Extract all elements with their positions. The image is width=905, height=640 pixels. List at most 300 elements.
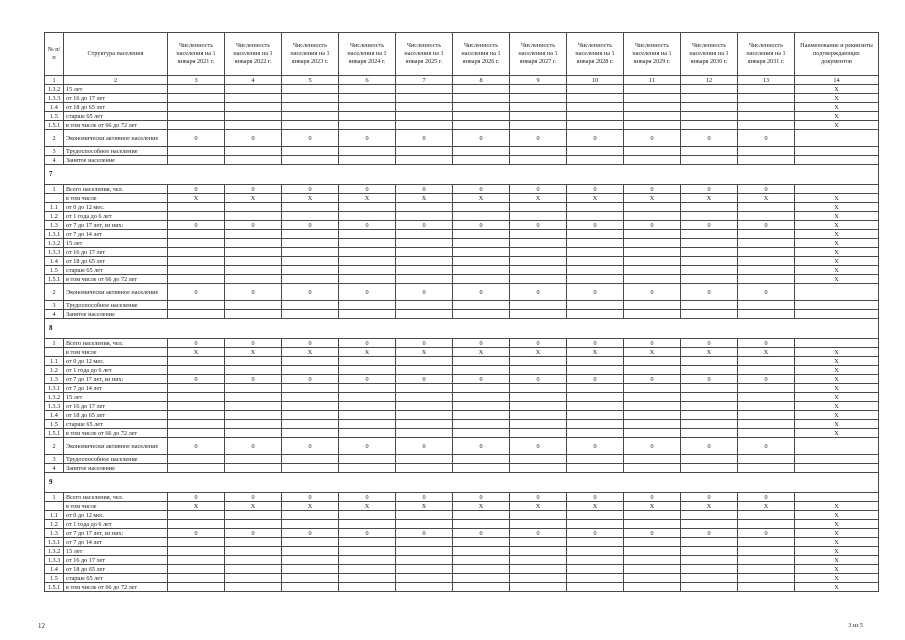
table-row xyxy=(45,103,879,112)
value-cell: X xyxy=(168,194,225,203)
value-cell xyxy=(396,212,453,221)
column-number-row xyxy=(45,76,879,85)
value-cell xyxy=(396,393,453,402)
value-cell xyxy=(282,301,339,310)
docs-cell: X xyxy=(795,121,879,130)
value-cell xyxy=(168,257,225,266)
value-cell xyxy=(339,402,396,411)
row-number: 1 xyxy=(45,185,64,194)
docs-cell xyxy=(795,284,879,301)
value-cell xyxy=(624,429,681,438)
value-cell xyxy=(168,384,225,393)
value-cell xyxy=(567,121,624,130)
value-cell: X xyxy=(510,502,567,511)
value-cell xyxy=(681,121,738,130)
value-cell xyxy=(396,121,453,130)
value-cell xyxy=(225,156,282,165)
header-year: Численность населения на 1 января 2023 г. xyxy=(282,33,339,76)
value-cell: 0 xyxy=(681,438,738,455)
value-cell xyxy=(225,239,282,248)
value-cell xyxy=(396,547,453,556)
docs-cell: X xyxy=(795,420,879,429)
docs-cell: X xyxy=(795,212,879,221)
value-cell xyxy=(396,574,453,583)
header-year: Численность населения на 1 января 2026 г. xyxy=(453,33,510,76)
row-number xyxy=(45,502,64,511)
row-label: Трудоспособное население xyxy=(64,301,168,310)
value-cell xyxy=(738,357,795,366)
value-cell: X xyxy=(225,348,282,357)
value-cell: 0 xyxy=(738,130,795,147)
value-cell xyxy=(396,464,453,473)
value-cell xyxy=(510,147,567,156)
value-cell: X xyxy=(453,348,510,357)
table-row xyxy=(45,574,879,583)
table-row xyxy=(45,339,879,348)
value-cell xyxy=(681,556,738,565)
row-label: 15 лет xyxy=(64,85,168,94)
value-cell xyxy=(282,310,339,319)
value-cell xyxy=(510,301,567,310)
value-cell xyxy=(225,310,282,319)
value-cell xyxy=(510,402,567,411)
value-cell: 0 xyxy=(225,284,282,301)
value-cell xyxy=(396,565,453,574)
value-cell xyxy=(624,310,681,319)
table-row xyxy=(45,301,879,310)
table-row xyxy=(45,384,879,393)
table-row xyxy=(45,464,879,473)
docs-cell xyxy=(795,130,879,147)
value-cell xyxy=(567,411,624,420)
value-cell xyxy=(681,103,738,112)
value-cell xyxy=(567,583,624,592)
row-number: 3 xyxy=(45,147,64,156)
value-cell xyxy=(681,212,738,221)
value-cell xyxy=(339,464,396,473)
value-cell: X xyxy=(339,348,396,357)
value-cell xyxy=(339,103,396,112)
value-cell: 0 xyxy=(624,375,681,384)
value-cell xyxy=(681,393,738,402)
value-cell xyxy=(681,402,738,411)
value-cell xyxy=(339,583,396,592)
value-cell xyxy=(567,257,624,266)
value-cell: X xyxy=(567,502,624,511)
value-cell xyxy=(225,266,282,275)
column-number: 2 xyxy=(64,76,168,85)
value-cell: 0 xyxy=(453,493,510,502)
docs-cell: X xyxy=(795,239,879,248)
value-cell xyxy=(624,511,681,520)
docs-cell: X xyxy=(795,357,879,366)
value-cell: X xyxy=(624,194,681,203)
value-cell xyxy=(567,366,624,375)
row-number: 1.3.1 xyxy=(45,538,64,547)
value-cell xyxy=(339,556,396,565)
value-cell xyxy=(225,230,282,239)
value-cell xyxy=(168,583,225,592)
value-cell xyxy=(453,420,510,429)
value-cell xyxy=(453,248,510,257)
value-cell xyxy=(681,301,738,310)
docs-cell: X xyxy=(795,402,879,411)
row-label: Занятое население xyxy=(64,310,168,319)
value-cell xyxy=(282,257,339,266)
value-cell xyxy=(567,239,624,248)
table-row xyxy=(45,402,879,411)
value-cell xyxy=(282,266,339,275)
row-label: Экономически активное население xyxy=(64,438,168,455)
row-number: 4 xyxy=(45,464,64,473)
value-cell: 0 xyxy=(453,529,510,538)
value-cell xyxy=(510,511,567,520)
value-cell xyxy=(510,239,567,248)
value-cell xyxy=(738,212,795,221)
docs-cell: X xyxy=(795,194,879,203)
value-cell xyxy=(738,266,795,275)
section-number: 8 xyxy=(45,319,879,339)
value-cell: 0 xyxy=(396,339,453,348)
value-cell xyxy=(510,310,567,319)
value-cell xyxy=(738,556,795,565)
value-cell xyxy=(567,147,624,156)
value-cell xyxy=(339,147,396,156)
section-number: 9 xyxy=(45,473,879,493)
value-cell xyxy=(738,455,795,464)
value-cell xyxy=(738,275,795,284)
docs-cell: X xyxy=(795,583,879,592)
row-label: Занятое население xyxy=(64,464,168,473)
value-cell xyxy=(453,310,510,319)
value-cell xyxy=(510,547,567,556)
value-cell xyxy=(510,393,567,402)
value-cell: 0 xyxy=(339,284,396,301)
table-row xyxy=(45,538,879,547)
row-number: 3 xyxy=(45,455,64,464)
value-cell: 0 xyxy=(567,493,624,502)
value-cell xyxy=(396,384,453,393)
row-label: Всего населения, чел. xyxy=(64,339,168,348)
value-cell xyxy=(225,384,282,393)
row-label: от 7 до 14 лет xyxy=(64,230,168,239)
value-cell xyxy=(225,357,282,366)
value-cell xyxy=(453,547,510,556)
value-cell xyxy=(453,565,510,574)
value-cell xyxy=(567,574,624,583)
value-cell xyxy=(396,94,453,103)
value-cell: X xyxy=(396,348,453,357)
value-cell xyxy=(510,366,567,375)
docs-cell xyxy=(795,339,879,348)
value-cell: 0 xyxy=(567,339,624,348)
value-cell xyxy=(681,310,738,319)
table-row xyxy=(45,203,879,212)
row-number: 1.3.2 xyxy=(45,547,64,556)
table-row xyxy=(45,284,879,301)
value-cell xyxy=(339,230,396,239)
value-cell xyxy=(282,248,339,257)
column-number: 3 xyxy=(168,76,225,85)
value-cell xyxy=(396,402,453,411)
value-cell: 0 xyxy=(282,438,339,455)
table-row xyxy=(45,511,879,520)
column-number: 8 xyxy=(453,76,510,85)
row-label: в том числе от 66 до 72 лет xyxy=(64,275,168,284)
value-cell: 0 xyxy=(453,339,510,348)
column-number: 14 xyxy=(795,76,879,85)
row-number: 2 xyxy=(45,284,64,301)
value-cell xyxy=(738,203,795,212)
value-cell xyxy=(738,402,795,411)
value-cell: X xyxy=(624,348,681,357)
value-cell xyxy=(282,583,339,592)
value-cell xyxy=(624,420,681,429)
value-cell xyxy=(681,203,738,212)
value-cell: 0 xyxy=(681,529,738,538)
value-cell: 0 xyxy=(681,339,738,348)
value-cell xyxy=(738,301,795,310)
value-cell: 0 xyxy=(738,339,795,348)
value-cell xyxy=(681,357,738,366)
value-cell: 0 xyxy=(567,185,624,194)
column-number: 6 xyxy=(339,76,396,85)
value-cell: 0 xyxy=(681,284,738,301)
row-number: 1.4 xyxy=(45,103,64,112)
value-cell xyxy=(681,583,738,592)
value-cell xyxy=(738,384,795,393)
value-cell: X xyxy=(624,502,681,511)
table-row xyxy=(45,357,879,366)
row-label: Экономически активное население xyxy=(64,130,168,147)
value-cell: 0 xyxy=(225,375,282,384)
column-number: 5 xyxy=(282,76,339,85)
value-cell xyxy=(339,511,396,520)
value-cell xyxy=(168,248,225,257)
value-cell: 0 xyxy=(282,375,339,384)
value-cell: 0 xyxy=(624,438,681,455)
value-cell xyxy=(510,520,567,529)
column-number: 10 xyxy=(567,76,624,85)
value-cell xyxy=(453,301,510,310)
value-cell: X xyxy=(681,194,738,203)
value-cell xyxy=(510,583,567,592)
value-cell xyxy=(396,310,453,319)
value-cell xyxy=(453,147,510,156)
value-cell xyxy=(453,511,510,520)
docs-cell: X xyxy=(795,520,879,529)
value-cell xyxy=(282,156,339,165)
value-cell xyxy=(225,248,282,257)
value-cell xyxy=(396,583,453,592)
table-row xyxy=(45,348,879,357)
value-cell xyxy=(681,538,738,547)
value-cell xyxy=(339,248,396,257)
docs-cell: X xyxy=(795,574,879,583)
value-cell: 0 xyxy=(510,339,567,348)
docs-cell: X xyxy=(795,275,879,284)
value-cell xyxy=(453,239,510,248)
docs-cell xyxy=(795,493,879,502)
value-cell: X xyxy=(168,348,225,357)
value-cell xyxy=(567,275,624,284)
value-cell: 0 xyxy=(339,185,396,194)
docs-cell: X xyxy=(795,538,879,547)
value-cell xyxy=(396,556,453,565)
value-cell xyxy=(225,464,282,473)
value-cell xyxy=(168,203,225,212)
docs-cell: X xyxy=(795,248,879,257)
value-cell xyxy=(681,275,738,284)
value-cell xyxy=(168,511,225,520)
value-cell: 0 xyxy=(738,493,795,502)
value-cell xyxy=(453,112,510,121)
header-structure: Структура населения xyxy=(64,33,168,76)
row-number: 1.5 xyxy=(45,266,64,275)
value-cell xyxy=(168,230,225,239)
value-cell xyxy=(624,301,681,310)
value-cell: 0 xyxy=(225,185,282,194)
value-cell xyxy=(225,121,282,130)
row-number: 1.3.1 xyxy=(45,230,64,239)
value-cell xyxy=(168,212,225,221)
value-cell xyxy=(567,248,624,257)
table-row xyxy=(45,130,879,147)
value-cell xyxy=(624,248,681,257)
value-cell xyxy=(738,147,795,156)
table-row xyxy=(45,565,879,574)
value-cell xyxy=(282,402,339,411)
value-cell xyxy=(510,121,567,130)
value-cell: 0 xyxy=(567,130,624,147)
header-year: Численность населения на 1 января 2031 г. xyxy=(738,33,795,76)
value-cell xyxy=(624,112,681,121)
value-cell: 0 xyxy=(168,284,225,301)
docs-cell: X xyxy=(795,257,879,266)
value-cell xyxy=(567,429,624,438)
column-number: 11 xyxy=(624,76,681,85)
value-cell xyxy=(624,230,681,239)
value-cell xyxy=(624,464,681,473)
value-cell xyxy=(225,429,282,438)
docs-cell: X xyxy=(795,221,879,230)
value-cell xyxy=(168,464,225,473)
value-cell xyxy=(738,411,795,420)
value-cell xyxy=(396,275,453,284)
value-cell xyxy=(168,429,225,438)
header-year: Численность населения на 1 января 2025 г. xyxy=(396,33,453,76)
value-cell: 0 xyxy=(681,130,738,147)
value-cell xyxy=(282,147,339,156)
value-cell xyxy=(738,94,795,103)
value-cell xyxy=(567,85,624,94)
value-cell xyxy=(624,266,681,275)
value-cell: 0 xyxy=(225,438,282,455)
value-cell xyxy=(396,257,453,266)
value-cell xyxy=(168,103,225,112)
value-cell: 0 xyxy=(339,493,396,502)
value-cell xyxy=(282,511,339,520)
value-cell: 0 xyxy=(453,185,510,194)
docs-cell xyxy=(795,156,879,165)
value-cell: 0 xyxy=(567,529,624,538)
value-cell: 0 xyxy=(738,185,795,194)
docs-cell xyxy=(795,310,879,319)
value-cell xyxy=(567,357,624,366)
footer-page-marker: 12 xyxy=(38,622,45,630)
row-label: от 1 года до 6 лет xyxy=(64,212,168,221)
value-cell xyxy=(738,310,795,319)
value-cell xyxy=(510,257,567,266)
value-cell xyxy=(225,411,282,420)
row-number: 1.3.1 xyxy=(45,384,64,393)
table-row xyxy=(45,221,879,230)
value-cell xyxy=(339,275,396,284)
value-cell xyxy=(168,156,225,165)
value-cell xyxy=(738,121,795,130)
value-cell xyxy=(339,574,396,583)
value-cell xyxy=(738,574,795,583)
value-cell xyxy=(510,203,567,212)
value-cell xyxy=(624,565,681,574)
value-cell xyxy=(339,112,396,121)
value-cell xyxy=(168,147,225,156)
table-row xyxy=(45,112,879,121)
value-cell xyxy=(396,147,453,156)
table-row xyxy=(45,393,879,402)
header-year: Численность населения на 1 января 2029 г. xyxy=(624,33,681,76)
value-cell: X xyxy=(453,502,510,511)
value-cell xyxy=(681,230,738,239)
value-cell xyxy=(567,464,624,473)
table-row xyxy=(45,529,879,538)
value-cell xyxy=(624,156,681,165)
value-cell xyxy=(453,357,510,366)
row-number: 1.1 xyxy=(45,357,64,366)
value-cell: 0 xyxy=(567,375,624,384)
row-label: от 0 до 12 мес. xyxy=(64,511,168,520)
value-cell xyxy=(624,103,681,112)
value-cell: 0 xyxy=(396,438,453,455)
row-label: в том числе от 66 до 72 лет xyxy=(64,583,168,592)
value-cell: 0 xyxy=(510,375,567,384)
value-cell xyxy=(624,366,681,375)
value-cell xyxy=(624,257,681,266)
value-cell xyxy=(510,248,567,257)
table-row xyxy=(45,438,879,455)
value-cell xyxy=(168,85,225,94)
header-year: Численность населения на 1 января 2021 г. xyxy=(168,33,225,76)
value-cell xyxy=(453,520,510,529)
row-label: Занятое население xyxy=(64,156,168,165)
value-cell: 0 xyxy=(567,438,624,455)
row-number: 1.1 xyxy=(45,203,64,212)
value-cell xyxy=(339,565,396,574)
column-number: 4 xyxy=(225,76,282,85)
value-cell xyxy=(339,538,396,547)
value-cell xyxy=(453,212,510,221)
value-cell xyxy=(282,121,339,130)
row-label: Трудоспособное население xyxy=(64,455,168,464)
value-cell: 0 xyxy=(168,130,225,147)
value-cell xyxy=(510,420,567,429)
value-cell: 0 xyxy=(738,438,795,455)
value-cell xyxy=(396,230,453,239)
docs-cell: X xyxy=(795,230,879,239)
value-cell xyxy=(282,357,339,366)
value-cell xyxy=(453,366,510,375)
docs-cell xyxy=(795,301,879,310)
